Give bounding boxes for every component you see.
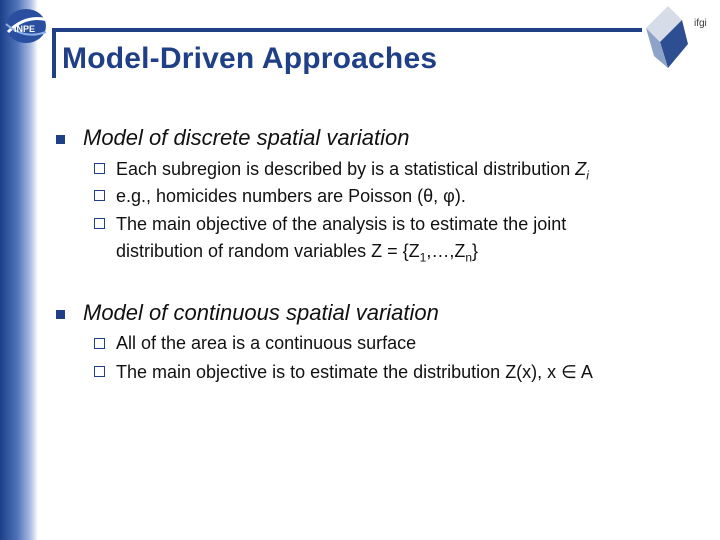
checkbox-bullet-3 xyxy=(94,218,105,229)
ifgi-brand-icon xyxy=(642,4,720,76)
section-heading-discrete: Model of discrete spatial variation xyxy=(83,125,410,150)
checkbox-bullet-1 xyxy=(94,163,105,174)
list-item-line: The main objective of the analysis is to estimate the joint xyxy=(116,214,567,234)
checkbox-bullet-2 xyxy=(94,190,105,201)
checkbox-bullet-4 xyxy=(94,338,105,349)
list-item xyxy=(116,211,676,272)
variable-z-subscript: i xyxy=(586,168,589,183)
brand-text: ifgi xyxy=(694,18,707,29)
left-gradient-band xyxy=(0,0,38,540)
title-vertical-rule xyxy=(52,28,56,78)
logo-text: INPE xyxy=(14,24,36,34)
list-item-text: Each subregion is described by is a statistical distribution xyxy=(116,159,571,179)
list-item-line: distribution of random variables $Z = \{Z_1,\dots,Z_n\}$ xyxy=(116,241,479,265)
list-item: All of the area is a continuous surface xyxy=(116,333,417,353)
bullet-square-1 xyxy=(56,135,65,144)
list-item: e.g., homicides numbers are Poisson (θ, φ). xyxy=(116,186,466,206)
section-heading-continuous: Model of continuous spatial variation xyxy=(83,300,439,325)
bullet-square-2 xyxy=(56,310,65,319)
checkbox-bullet-5 xyxy=(94,366,105,377)
page-title: Model-Driven Approaches xyxy=(62,42,438,75)
variable-z: Z xyxy=(575,159,587,179)
inpe-logo-icon xyxy=(2,2,52,50)
list-item: The main objective is to estimate the distribution Z(x), x ∈ A xyxy=(116,362,593,382)
title-top-rule xyxy=(55,28,642,32)
